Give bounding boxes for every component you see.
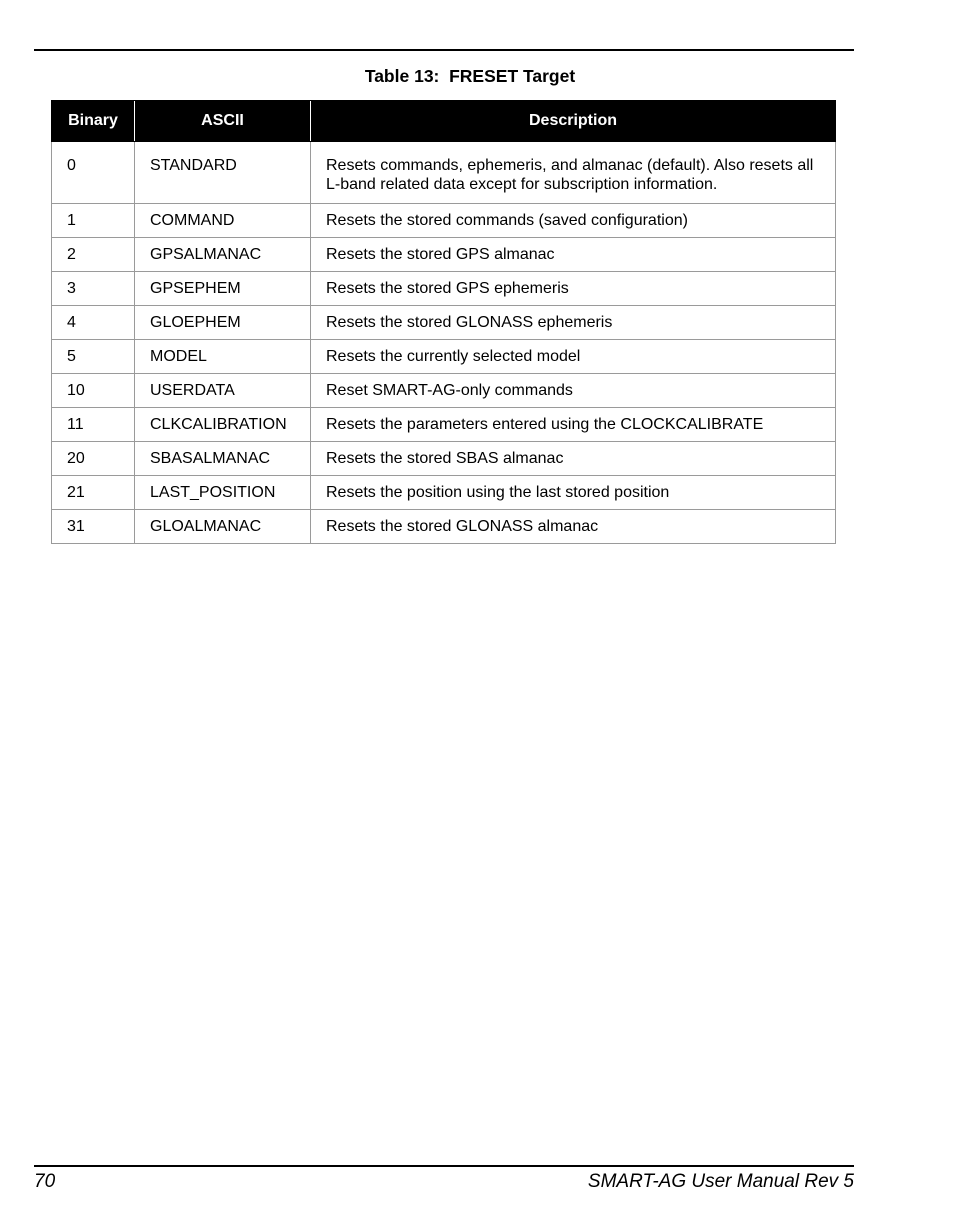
table-title: Table 13: FRESET Target: [364, 66, 576, 86]
description-cell: Resets the stored GLONASS ephemeris: [311, 306, 836, 340]
column-header-description: Description: [311, 101, 836, 142]
description-cell: Resets the currently selected model: [311, 340, 836, 374]
table-row: [52, 272, 836, 306]
ascii-cell: COMMAND: [135, 204, 311, 238]
table-row: [52, 408, 836, 442]
binary-cell: 5: [52, 340, 135, 374]
binary-cell: 3: [52, 272, 135, 306]
ascii-cell: GLOEPHEM: [135, 306, 311, 340]
table-row: [52, 510, 836, 544]
page-number: 70: [34, 1171, 56, 1192]
description-cell: Resets the stored commands (saved configuration): [311, 204, 836, 238]
description-cell: Resets the parameters entered using the CLOCKCALIBRATE: [311, 408, 836, 442]
ascii-cell: GPSEPHEM: [135, 272, 311, 306]
table-header-row: [52, 101, 836, 142]
document-title: SMART-AG User Manual Rev 5: [587, 1171, 854, 1192]
binary-cell: 20: [52, 442, 135, 476]
table-row: [52, 238, 836, 272]
table-row: [52, 374, 836, 408]
binary-cell: 21: [52, 476, 135, 510]
description-cell: Resets the stored GPS almanac: [311, 238, 836, 272]
header-rule: [34, 49, 854, 51]
binary-cell: 31: [52, 510, 135, 544]
binary-cell: 4: [52, 306, 135, 340]
ascii-cell: CLKCALIBRATION: [135, 408, 311, 442]
ascii-cell: USERDATA: [135, 374, 311, 408]
table-row: [52, 340, 836, 374]
binary-cell: 2: [52, 238, 135, 272]
footer-rule: [34, 1165, 854, 1167]
binary-cell: 0: [52, 142, 135, 204]
freset-target-table: [51, 100, 836, 544]
binary-cell: 10: [52, 374, 135, 408]
binary-cell: 1: [52, 204, 135, 238]
description-cell: Resets the stored GLONASS almanac: [311, 510, 836, 544]
description-cell: Resets the stored SBAS almanac: [311, 442, 836, 476]
table-row: [52, 306, 836, 340]
ascii-cell: LAST_POSITION: [135, 476, 311, 510]
description-cell: Reset SMART-AG-only commands: [311, 374, 836, 408]
binary-cell: 11: [52, 408, 135, 442]
column-header-ascii: ASCII: [135, 101, 311, 142]
table-row: [52, 204, 836, 238]
ascii-cell: MODEL: [135, 340, 311, 374]
table-row: [52, 442, 836, 476]
ascii-cell: SBASALMANAC: [135, 442, 311, 476]
ascii-cell: GLOALMANAC: [135, 510, 311, 544]
description-cell: Resets commands, ephemeris, and almanac (default). Also resets all L-band related data except for subscription information.: [311, 142, 836, 204]
table-row: [52, 142, 836, 204]
ascii-cell: GPSALMANAC: [135, 238, 311, 272]
description-cell: Resets the stored GPS ephemeris: [311, 272, 836, 306]
column-header-binary: Binary: [52, 101, 135, 142]
description-cell: Resets the position using the last stored position: [311, 476, 836, 510]
ascii-cell: STANDARD: [135, 142, 311, 204]
table-row: [52, 476, 836, 510]
